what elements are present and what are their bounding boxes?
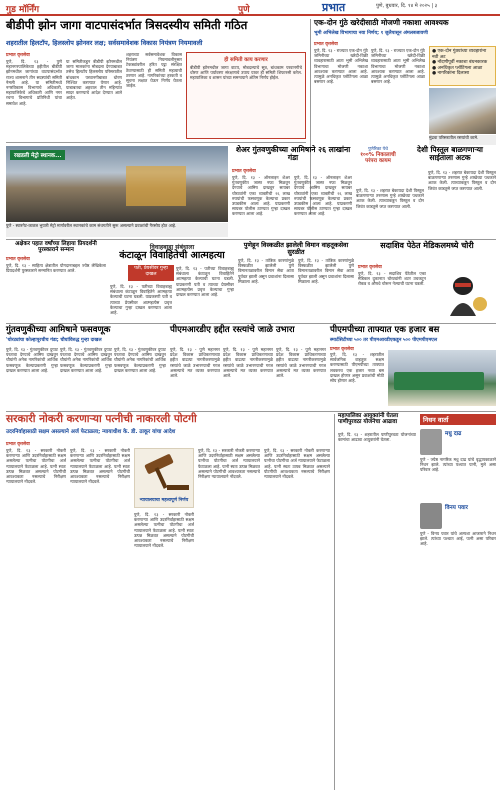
obit-name-1: मधु दाढ [445,431,462,437]
invest-subhead: 'चोरट्यांचा कोल्हापूरचीच गंडा; चौघांविरुद्ध गुन्हा दाखल [6,338,102,343]
airport-col-1: पुणे, दि. १३ - तांत्रिक कारणांमुळे विस्कळीत झालेली पुणे विमानतळावरील विमान सेवा आता पूर्ववत झाली असून प्रवाशांना दिलासा मिळाला आहे. [238,258,294,284]
medical-col: पुणे, दि. १३ - सदाशिव पेठेतील एका मेडिकल दुकानात चोरट्यांनी शटर उचकटून रोकड व औषधे चोरून नेल्याची घटना घडली. [358,271,426,287]
share-byline: प्रभात वृत्तसेवा [232,169,256,174]
pmrda-col-3: पुणे, दि. १३ - पुणे महानगर प्रदेश विकास प्राधिकरणाच्या हद्दीत वाढत्या नागरीकरणामुळे रस्त्यांचे जाळे उभारण्याची गरज असल्याचे मत व्यक्त करण्यात आले. [276,347,326,379]
civic-headline: महापालिका आयुक्तांनी घेतला पाणीपुरवठा योजनेचा आढावा [338,413,399,425]
metro-photo-tag: रखडली मेट्रो स्थानक... [10,150,65,160]
lead-col-2: या समितीकडून बीडीपी झोनमधील जागा मालकांना मोबदला देण्याबाबत तसेच हिलटॉप हिलस्लोप परिसरातील बांधकाम परवानगीबाबत धोरण निश्चित करण्यात येणार आहे. याबाबतचा अहवाल तीन महिन्यांत सादर करण्याचे आदेश देण्यात आले आहेत. [66,59,122,101]
marriage-col-2: पुणे, दि. १३ - पतीच्या विवाहबाह्य संबंधाला कंटाळून विवाहितेने आत्महत्या केल्याची घटना घडली. याप्रकरणी पती व त्याच्या प्रेयसीवर आत्महत्येस प्रवृत्त केल्याचा गुन्हा दाखल करण्यात आला आहे. [176,266,234,298]
obit-name-2: विनय पवार [445,505,468,511]
metro-crane-shape [126,166,186,206]
bus-photo [388,350,496,406]
metro-photo-caption: पुणे - स्वारगेट-कात्रज भुयारी मेट्रो मार्गावरील स्थानकांचे काम संथगतीने सुरू असल्याने प्रवाशांची गैरसोय होत आहे. [6,223,228,237]
pmrda-headline: पीएमआरडीए हद्दीत रस्त्यांचे जाळे उभारा [170,325,295,335]
invest-headline: गुंतवणुकीच्या आमिषाने फसवणूक [6,325,111,335]
divider [334,414,335,790]
medical-headline: सदाशिव पेठेत मेडिकलमध्ये चोरी [380,241,474,250]
lead-headline: बीडीपी झोन जागा वाटपासंदर्भात त्रिसदस्यीय समिती गठित [6,18,248,32]
page-header [0,0,500,16]
road-photo-caption: मुंढवा परिसरातील रस्त्यांची कामे. [429,135,496,145]
pmrda-col-2: पुणे, दि. १३ - पुणे महानगर प्रदेश विकास प्राधिकरणाच्या हद्दीत वाढत्या नागरीकरणामुळे रस्त्यांचे जाळे उभारण्याची गरज असल्याचे मत व्यक्त करण्यात आले. [223,347,273,379]
bullet-2: ● नोंदणीपूर्वी नकाशा बंधनकारक [432,60,488,66]
road-photo [429,88,496,134]
obit-photo-1 [420,429,442,455]
buses-col: पुणे, दि. १३ - शहरातील सार्वजनिक वाहतूक सक्षम करण्यासाठी पीएमपीच्या ताफ्यात लवकरच एक हजार नव्या बस दाखल होणार असून प्रवाशांची मोठी सोय होणार आहे. [330,352,384,384]
section-label: गुड मॉर्निंग [6,5,40,15]
right1-col-2: पुणे, दि. १३ - राज्यात एक-दोन गुंठे जमिनीच्या खरेदी-विक्री व्यवहारासाठी आता भूमी अभिलेख विभागाचा मोजणी नकाशा आवश्यक करण्यात आला आहे. त्यामुळे अनधिकृत प्लॉटिंगला आळा बसणार आहे. [371,48,425,85]
lead-col-3: शहराच्या सर्वसमावेशक विकास नियंत्रण नियमावलीनुसार टेकड्यांवरील हरित पट्टा संरक्षित ठेवण्यासाठी ही समिती महत्वाची ठरणार आहे. नागरिकांच्या हरकती व सूचना लक्षात घेऊन निर्णय घेतला जाईल. [126,52,182,89]
thief-icon [430,268,496,318]
lead-subhead: शहरातील हिलटॉप, हिलस्लोप झोनवर लक्ष; सर्वसमावेशक विकास नियंत्रण नियमावली [6,39,203,47]
invest-col-1: पुणे, दि. १३ - गुंतवणुकीवर दुप्पट परतावा देण्याचे आमिष दाखवून चौघांनी अनेक नागरिकांची आर्थिक फसवणूक केल्याप्रकरणी गुन्हा दाखल करण्यात आला आहे. [6,347,58,373]
pistol-col-1: पुणे, दि. १३ - शहरात बेकायदा देशी पिस्तूल बाळगणाऱ्या तरुणास गुन्हे शाखेच्या पथकाने अटक केली. त्याच्याकडून पिस्तूल व दोन जिवंत काडतुसे जप्त करण्यात आली. [356,188,424,209]
court-art [134,448,194,508]
metro-photo [6,146,228,222]
obit-text-1: पुणे - ज्येष्ठ नागरिक मधु दाढ यांचे वृद्धापकाळाने निधन झाले. त्यांच्या पश्चात पत्नी, मुले असा परिवार आहे. [420,457,496,473]
lead-byline: प्रभात वृत्तसेवा [6,53,30,58]
jobs-headline: सरकारी नोकरी करणाऱ्या पत्नीची नाकारली पोटगी [6,413,197,425]
result-badge-top: पुणेरिका येथे [368,147,388,152]
lead-quote-box [186,52,306,139]
divider [6,239,496,240]
bullet-3: ● अनधिकृत प्लॉटिंगला आळा [432,65,483,71]
airport-headline: पुणेहून विस्कळीत झालेली विमान वाहतूकसेवा सुरळीत [243,241,349,256]
marriage-headline-block [110,242,234,261]
quote-heading: ही समिती काय करणार [224,57,268,63]
share-col-2: पुणे, दि. १३ - ऑनलाइन शेअर गुंतवणुकीत जास्त नफा मिळवून देण्याचे आमिष दाखवून सायबर चोरट्यांनी एका व्यक्तीची २६ लाख रुपयांची फसवणूक केल्याचा प्रकार उघडकीस आला आहे. याप्रकरणी सायबर पोलीस ठाण्यात गुन्हा दाखल करण्यात आला आहे. [294,175,352,217]
buses-headline: पीएमपीच्या ताफ्यात एक हजार बस [330,325,440,335]
result-badge-text: १००% निकालाची परंपरा कायम [360,152,396,164]
pistol-col-2: पुणे, दि. १३ - शहरात बेकायदा देशी पिस्तूल बाळगणाऱ्या तरुणास गुन्हे शाखेच्या पथकाने अटक केली. त्याच्याकडून पिस्तूल व दोन जिवंत काडतुसे जप्त करण्यात आली. [428,170,496,191]
right1-headline: एक-दोन गुंठे खरेदीसाठी मोजणी नकाशा आवश्यक [314,18,449,27]
buses-byline: प्रभात वृत्तसेवा [330,347,354,352]
marriage-tag: पती, प्रेयसीवर गुन्हा दाखल [128,265,174,281]
share-headline: शेअर गुंतवणुकीच्या आमिषाने २६ लाखांना गंडा [235,145,351,162]
lead-col-1: पुणे, दि. १३ - पुणे महानगरपालिकेच्या हद्दीतील बीडीपी झोनमधील जागांच्या वाटपासंदर्भात राज्य शासनाने तीन सदस्यांची समिती नेमली आहे. या समितीमध्ये नगरविकास विभागाचे अधिकारी, महापालिकेचे अधिकारी आणि नगर रचना विभागाचे प्रतिनिधी यांचा समावेश आहे. [6,59,62,106]
bullet-1: ● एक-दोन गुंठ्यांच्या व्यवहारांना नवी अट [432,49,487,60]
obituary-section [420,414,496,790]
award-col: पुणे, दि. १३ - साहित्य क्षेत्रातील योगदानाबद्दल ज्येष्ठ लेखिकेला प्रियदर्शनी पुरस्काराने सन्मानित करण्यात आले. [6,263,106,274]
result-badge [356,146,400,186]
marriage-col-1: पुणे, दि. १३ - पतीच्या विवाहबाह्य संबंधाला कंटाळून विवाहितेने आत्महत्या केल्याची घटना घडली. याप्रकरणी पती व त्याच्या प्रेयसीवर आत्महत्येस प्रवृत्त केल्याचा गुन्हा दाखल करण्यात आला आहे. [110,284,172,316]
pmrda-col-1: पुणे, दि. १३ - पुणे महानगर प्रदेश विकास प्राधिकरणाच्या हद्दीत वाढत्या नागरीकरणामुळे रस्त्यांचे जाळे उभारण्याची गरज असल्याचे मत व्यक्त करण्यात आले. [170,347,220,379]
marriage-headline: कंटाळून विवाहितेची आत्महत्या [119,250,225,261]
divider [6,411,496,412]
invest-col-2: पुणे, दि. १३ - गुंतवणुकीवर दुप्पट परतावा देण्याचे आमिष दाखवून चौघांनी अनेक नागरिकांची आर्थिक फसवणूक केल्याप्रकरणी गुन्हा दाखल करण्यात आला आहे. [60,347,112,373]
jobs-byline: प्रभात वृत्तसेवा [6,442,30,447]
divider [6,323,496,324]
brand-logo: प्रभात [322,1,346,14]
thief-illustration [430,268,496,318]
court-art-label: न्यायालयाचा महत्त्वपूर्ण निर्णय [139,498,189,503]
jobs-col-1: पुणे, दि. १३ - सरकारी नोकरी करणाऱ्या आणि उदरनिर्वाहासाठी सक्षम असलेल्या पत्नीचा पोटगीचा अर्ज न्यायालयाने फेटाळला आहे. पत्नी स्वतः उत्पन्न मिळवत असल्याने पोटगीची आवश्यकता नसल्याचे निरीक्षण न्यायालयाने नोंदवले. [6,448,66,485]
buses-subhead: स्मार्टसिटीच्या ५०० तर पीएमआरडीएकडून ५०० पीएमपीएमएल [330,338,438,343]
bullet-4: ● नागरिकांना दिलासा [432,71,470,77]
jobs-col-4: पुणे, दि. १३ - सरकारी नोकरी करणाऱ्या आणि उदरनिर्वाहासाठी सक्षम असलेल्या पत्नीचा पोटगीचा अर्ज न्यायालयाने फेटाळला आहे. पत्नी स्वतः उत्पन्न मिळवत असल्याने पोटगीची आवश्यकता नसल्याचे निरीक्षण न्यायालयाने नोंदवले. [198,448,260,480]
award-byline: प्रभात वृत्तसेवा [6,257,30,262]
quote-text: बीडीपी झोनमधील जागा वाटप, मोबदल्याचे सूत्र, बांधकाम परवानगीचे धोरण आणि पर्यावरण संरक्षणाचे उपाय यावर ही समिती शिफारसी करेल. महापालिका व शासन यांच्या समन्वयाने अंतिम निर्णय होईल. [190,65,302,81]
right1-bullets [429,46,496,86]
marriage-kicker: विवाहबाह्य संबंधाला [149,244,195,251]
obit-photo-2 [420,503,442,529]
obituary-title: निधन वार्ता [420,414,496,425]
medical-byline: प्रभात वृत्तसेवा [358,265,382,270]
jobs-col-5: पुणे, दि. १३ - सरकारी नोकरी करणाऱ्या आणि उदरनिर्वाहासाठी सक्षम असलेल्या पत्नीचा पोटगीचा अर्ज न्यायालयाने फेटाळला आहे. पत्नी स्वतः उत्पन्न मिळवत असल्याने पोटगीची आवश्यकता नसल्याचे निरीक्षण न्यायालयाने नोंदवले. [264,448,330,480]
divider [6,142,306,143]
city-label: पुणे [238,5,250,15]
share-col-1: पुणे, दि. १३ - ऑनलाइन शेअर गुंतवणुकीत जास्त नफा मिळवून देण्याचे आमिष दाखवून सायबर चोरट्यांनी एका व्यक्तीची २६ लाख रुपयांची फसवणूक केल्याचा प्रकार उघडकीस आला आहे. याप्रकरणी सायबर पोलीस ठाण्यात गुन्हा दाखल करण्यात आला आहे. [232,175,290,217]
pistol-headline: देशी पिस्तूल बाळगणाऱ्या साईताला अटक [417,145,483,162]
jobs-subhead: उदरनिर्वाहासाठी सक्षम असल्याने अर्ज फेटाळला; न्यायाधीश के. डी. ठाकूर यांचा आदेश [6,429,176,435]
gavel-icon [135,449,193,493]
invest-col-3: पुणे, दि. १३ - गुंतवणुकीवर दुप्पट परतावा देण्याचे आमिष दाखवून चौघांनी अनेक नागरिकांची आर्थिक फसवणूक केल्याप्रकरणी गुन्हा दाखल करण्यात आला आहे. [114,347,166,373]
bus-shape [394,372,484,390]
right1-subhead: भूमी अभिलेख विभागाचा नवा निर्णय; १ जुलैपासून अंमलबजावणी [314,31,428,36]
civic-col: पुणे, दि. १३ - शहरातील पाणीपुरवठा योजनांच्या कामांचा आढावा आयुक्तांनी घेतला. [338,432,416,443]
right1-byline: प्रभात वृत्तसेवा [314,42,338,47]
airport-col-2: पुणे, दि. १३ - तांत्रिक कारणांमुळे विस्कळीत झालेली पुणे विमानतळावरील विमान सेवा आता पूर्ववत झाली असून प्रवाशांना दिलासा मिळाला आहे. [298,258,354,284]
jobs-col-2: पुणे, दि. १३ - सरकारी नोकरी करणाऱ्या आणि उदरनिर्वाहासाठी सक्षम असलेल्या पत्नीचा पोटगीचा अर्ज न्यायालयाने फेटाळला आहे. पत्नी स्वतः उत्पन्न मिळवत असल्याने पोटगीची आवश्यकता नसल्याचे निरीक्षण न्यायालयाने नोंदवले. [70,448,130,485]
award-headline: अक्षेकर पहात वर्षांच्या लिहाया प्रियदर्शनी पुरस्काराने सन्मान [15,241,97,253]
jobs-col-3: पुणे, दि. १३ - सरकारी नोकरी करणाऱ्या आणि उदरनिर्वाहासाठी सक्षम असलेल्या पत्नीचा पोटगीचा अर्ज न्यायालयाने फेटाळला आहे. पत्नी स्वतः उत्पन्न मिळवत असल्याने पोटगीची आवश्यकता नसल्याचे निरीक्षण न्यायालयाने नोंदवले. [134,512,194,549]
right1-col: पुणे, दि. १३ - राज्यात एक-दोन गुंठे जमिनीच्या खरेदी-विक्री व्यवहारासाठी आता भूमी अभिलेख विभागाचा मोजणी नकाशा आवश्यक करण्यात आला आहे. त्यामुळे अनधिकृत प्लॉटिंगला आळा बसणार आहे. [314,48,368,85]
date-page: पुणे, बुधवार, दि. १४ मे २०२५ | ३ [376,3,438,9]
obit-text-2: पुणे - विनय पवार यांचे अल्पशा आजाराने निधन झाले. त्यांच्या पश्चात आई, पत्नी असा परिवार आहे. [420,531,496,547]
